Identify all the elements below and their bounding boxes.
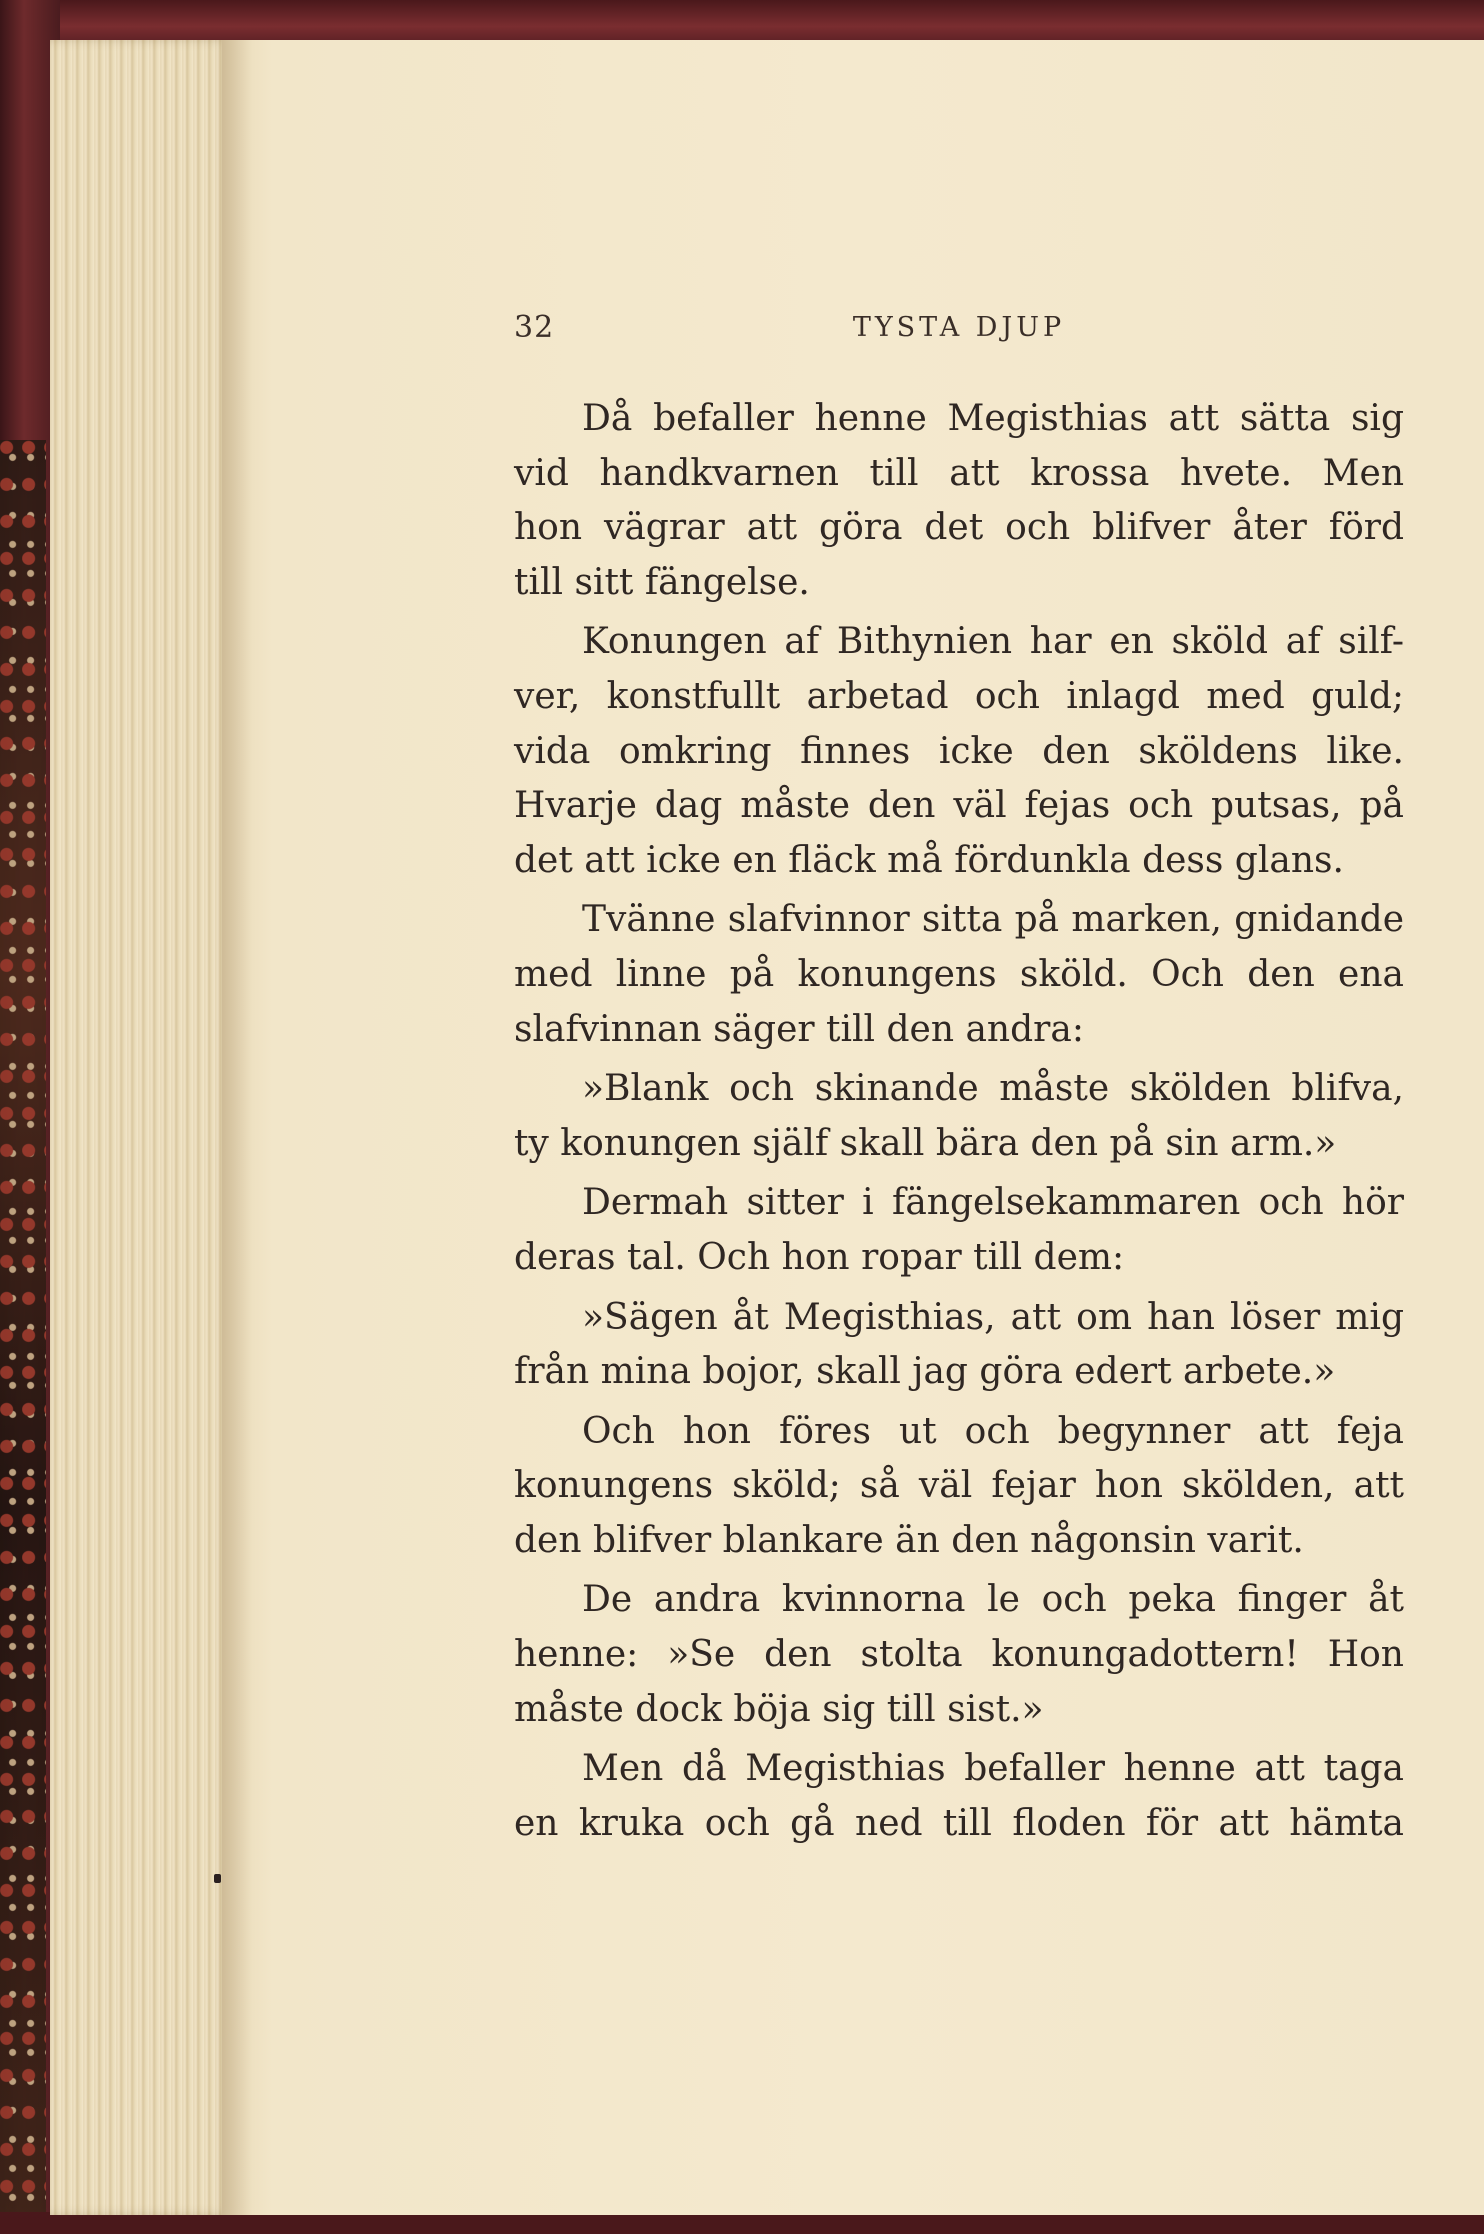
paragraph — [514, 392, 1404, 610]
paragraph — [514, 1742, 1404, 1851]
text-line: vid handkvarnen till att krossa hvete. Men — [514, 452, 1404, 494]
text-line: en kruka och gå ned till floden för att hämta — [514, 1802, 1404, 1844]
body-text — [514, 392, 1404, 1856]
text-line: måste dock böja sig till sist.» — [514, 1688, 1044, 1730]
ink-speck — [214, 1874, 221, 1883]
text-line: Och hon föres ut och begynner att feja — [582, 1410, 1404, 1452]
text-line: deras tal. Och hon ropar till dem: — [514, 1236, 1125, 1278]
text-line: henne: »Se den stolta konungadottern! Hon — [514, 1634, 1404, 1676]
text-line: slafvinnan säger till den andra: — [514, 1008, 1084, 1050]
marbled-endpaper — [0, 440, 46, 2220]
text-line: vida omkring finnes icke den sköldens like. — [514, 730, 1404, 772]
paragraph — [514, 1062, 1404, 1171]
paragraph — [514, 1405, 1404, 1569]
paragraph — [514, 1176, 1404, 1285]
text-line: Då befaller henne Megisthias att sätta sig — [582, 398, 1404, 439]
page-header — [514, 310, 1404, 360]
book-cover-bottom-edge — [0, 2212, 1484, 2234]
text-line: De andra kvinnorna le och peka finger åt — [582, 1579, 1404, 1621]
page-edges-stack — [50, 40, 230, 2215]
text-line: »Sägen åt Megisthias, att om han löser mig — [582, 1296, 1404, 1338]
paragraph — [514, 615, 1404, 888]
text-line: till sitt fängelse. — [514, 561, 810, 603]
paragraph — [514, 1573, 1404, 1737]
paragraph — [514, 893, 1404, 1057]
text-line: den blifver blankare än den någonsin varit. — [514, 1519, 1304, 1561]
gutter-shadow — [222, 40, 252, 2215]
text-line: det att icke en fläck må fördunkla dess glans. — [514, 839, 1344, 881]
paragraph — [514, 1291, 1404, 1400]
text-line: ty konungen själf skall bära den på sin arm.» — [514, 1122, 1337, 1164]
text-line: ver, konstfullt arbetad och inlagd med guld; — [514, 675, 1404, 717]
text-line: Hvarje dag måste den väl fejas och putsas, på — [514, 785, 1404, 827]
text-line: »Blank och skinande måste skölden blifva, — [582, 1068, 1404, 1110]
text-line: konungens sköld; så väl fejar hon skölden, att — [514, 1465, 1404, 1507]
book-cover-top-edge — [0, 0, 1484, 44]
page-number: 32 — [514, 310, 555, 345]
running-title: TYSTA DJUP — [852, 312, 1066, 343]
text-line: Konungen af Bithynien har en sköld af silf- — [582, 621, 1404, 663]
text-line: med linne på konungens sköld. Och den ena — [514, 953, 1404, 995]
text-line: Dermah sitter i fängelsekammaren och hör — [582, 1182, 1404, 1224]
text-line: från mina bojor, skall jag göra edert arbete.» — [514, 1351, 1336, 1393]
text-line: hon vägrar att göra det och blifver åter förd — [514, 507, 1404, 549]
text-line: Men då Megisthias befaller henne att taga — [582, 1748, 1404, 1790]
text-line: Tvänne slafvinnor sitta på marken, gnidande — [582, 899, 1404, 941]
